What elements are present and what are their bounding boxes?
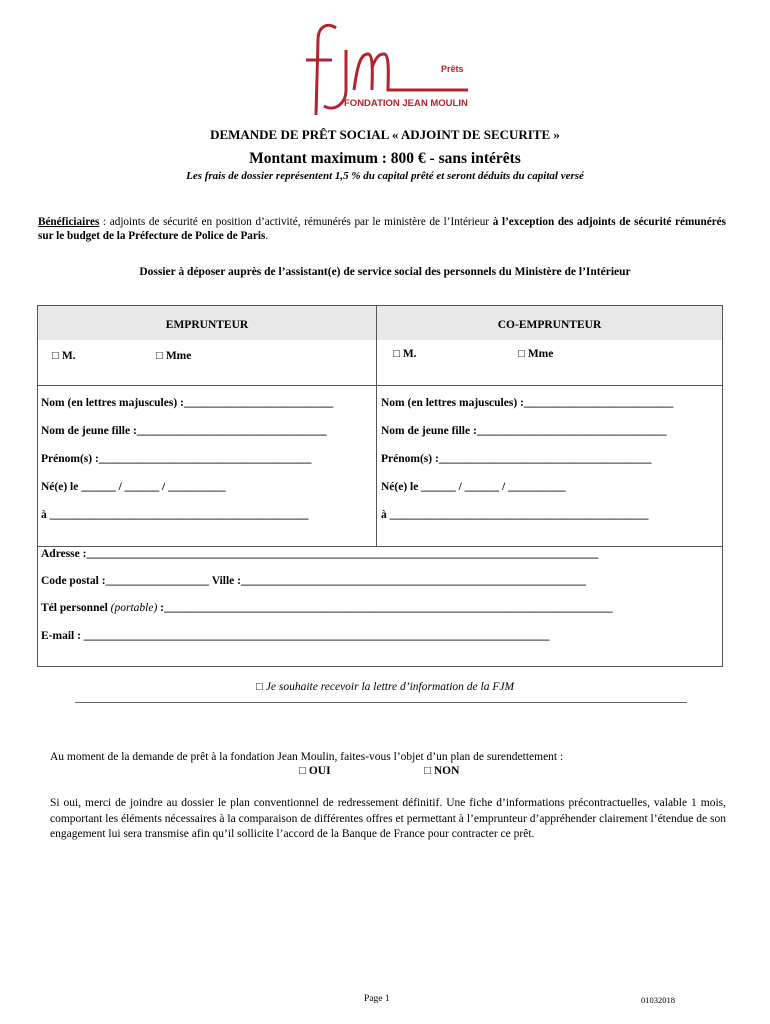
beneficiaries-end: . xyxy=(265,230,269,242)
borrower-maiden-field[interactable]: Nom de jeune fille :_________________________________ xyxy=(41,425,327,437)
coborrower-maiden-field[interactable]: Nom de jeune fille :_________________________________ xyxy=(381,425,667,437)
column-separator xyxy=(376,306,377,546)
form-title: DEMANDE DE PRÊT SOCIAL « ADJOINT DE SECURITE » xyxy=(210,127,560,142)
phone-hint: (portable) xyxy=(110,602,158,614)
address-field[interactable]: Adresse :_________________________________________________________________________________________ xyxy=(41,548,599,560)
page-number: Page 1 xyxy=(364,994,390,1004)
beneficiaries-text: : adjoints de sécurité en position d’activité, rémunérés par le ministère de l’Intérieur xyxy=(99,216,493,228)
borrower-birthdate-field[interactable]: Né(e) le ______ / ______ / __________ xyxy=(41,481,226,493)
row-separator xyxy=(38,385,722,386)
row-separator xyxy=(38,546,722,547)
dossier-note: Dossier à déposer auprès de l’assistant(e) de service social des personnels du Ministère de l’Intérieur xyxy=(139,266,631,278)
logo-name: FONDATION JEAN MOULIN xyxy=(344,98,468,109)
applicant-form xyxy=(37,305,723,667)
divider-line xyxy=(75,702,687,703)
newsletter-checkbox[interactable]: □ Je souhaite recevoir la lettre d’information de la FJM xyxy=(255,681,515,693)
answer-no-checkbox[interactable]: □ NON xyxy=(424,765,460,777)
coborrower-birthplace-field[interactable]: à _____________________________________________ xyxy=(381,509,649,521)
borrower-mrs-checkbox[interactable]: □ Mme xyxy=(156,350,192,362)
logo-tag: Prêts xyxy=(441,64,464,74)
coborrower-heading: CO-EMPRUNTEUR xyxy=(497,319,602,331)
email-field[interactable]: E-mail : _________________________________________________________________________________ xyxy=(41,630,550,642)
beneficiaries xyxy=(38,215,726,243)
coborrower-mrs-checkbox[interactable]: □ Mme xyxy=(518,348,554,360)
borrower-mr-checkbox[interactable]: □ M. xyxy=(52,350,76,362)
postal-city-field[interactable]: Code postal :__________________ Ville :____________________________________________________________ xyxy=(41,575,586,587)
borrower-firstname-field[interactable]: Prénom(s) :_____________________________________ xyxy=(41,453,312,465)
coborrower-mr-checkbox[interactable]: □ M. xyxy=(393,348,417,360)
phone-label: Tél personnel xyxy=(41,602,111,614)
coborrower-firstname-field[interactable]: Prénom(s) :_____________________________________ xyxy=(381,453,652,465)
phone-line: :______________________________________________________________________________ xyxy=(157,602,613,614)
debt-question: Au moment de la demande de prêt à la fondation Jean Moulin, faites-vous l’objet d’un plan de surendettement : xyxy=(50,751,564,763)
fees-note: Les frais de dossier représentent 1,5 % du capital prêté et seront déduits du capital versé xyxy=(186,170,584,182)
borrower-birthplace-field[interactable]: à _____________________________________________ xyxy=(41,509,309,521)
document-date: 01032018 xyxy=(641,995,675,1005)
coborrower-birthdate-field[interactable]: Né(e) le ______ / ______ / __________ xyxy=(381,481,566,493)
amount-max: Montant maximum : 800 € - sans intérêts xyxy=(249,150,521,167)
phone-field[interactable] xyxy=(41,602,613,614)
borrower-name-field[interactable]: Nom (en lettres majuscules) :__________________________ xyxy=(41,397,334,409)
borrower-heading: EMPRUNTEUR xyxy=(165,319,249,331)
debt-paragraph: Si oui, merci de joindre au dossier le plan conventionnel de redressement définitif. Une fiche d’informations précontractuelles, valable 1 mois, comportant les éléments nécessaires à la comparaison de différentes offres et permettant à l’emprunteur d’appréhender clairement l’étendue de son engagement lui sera transmise afin qu’il sollicite l’accord de la Banque de France pour contracter ce prêt. xyxy=(50,797,726,840)
coborrower-name-field[interactable]: Nom (en lettres majuscules) :__________________________ xyxy=(381,397,674,409)
answer-yes-checkbox[interactable]: □ OUI xyxy=(299,765,331,777)
beneficiaries-exception: à l’exception des adjoints de sécurité rémunérés sur le budget de la Préfecture de Police de Paris xyxy=(38,216,726,242)
fjm-logo xyxy=(288,20,473,120)
beneficiaries-label: Bénéficiaires xyxy=(38,216,100,228)
